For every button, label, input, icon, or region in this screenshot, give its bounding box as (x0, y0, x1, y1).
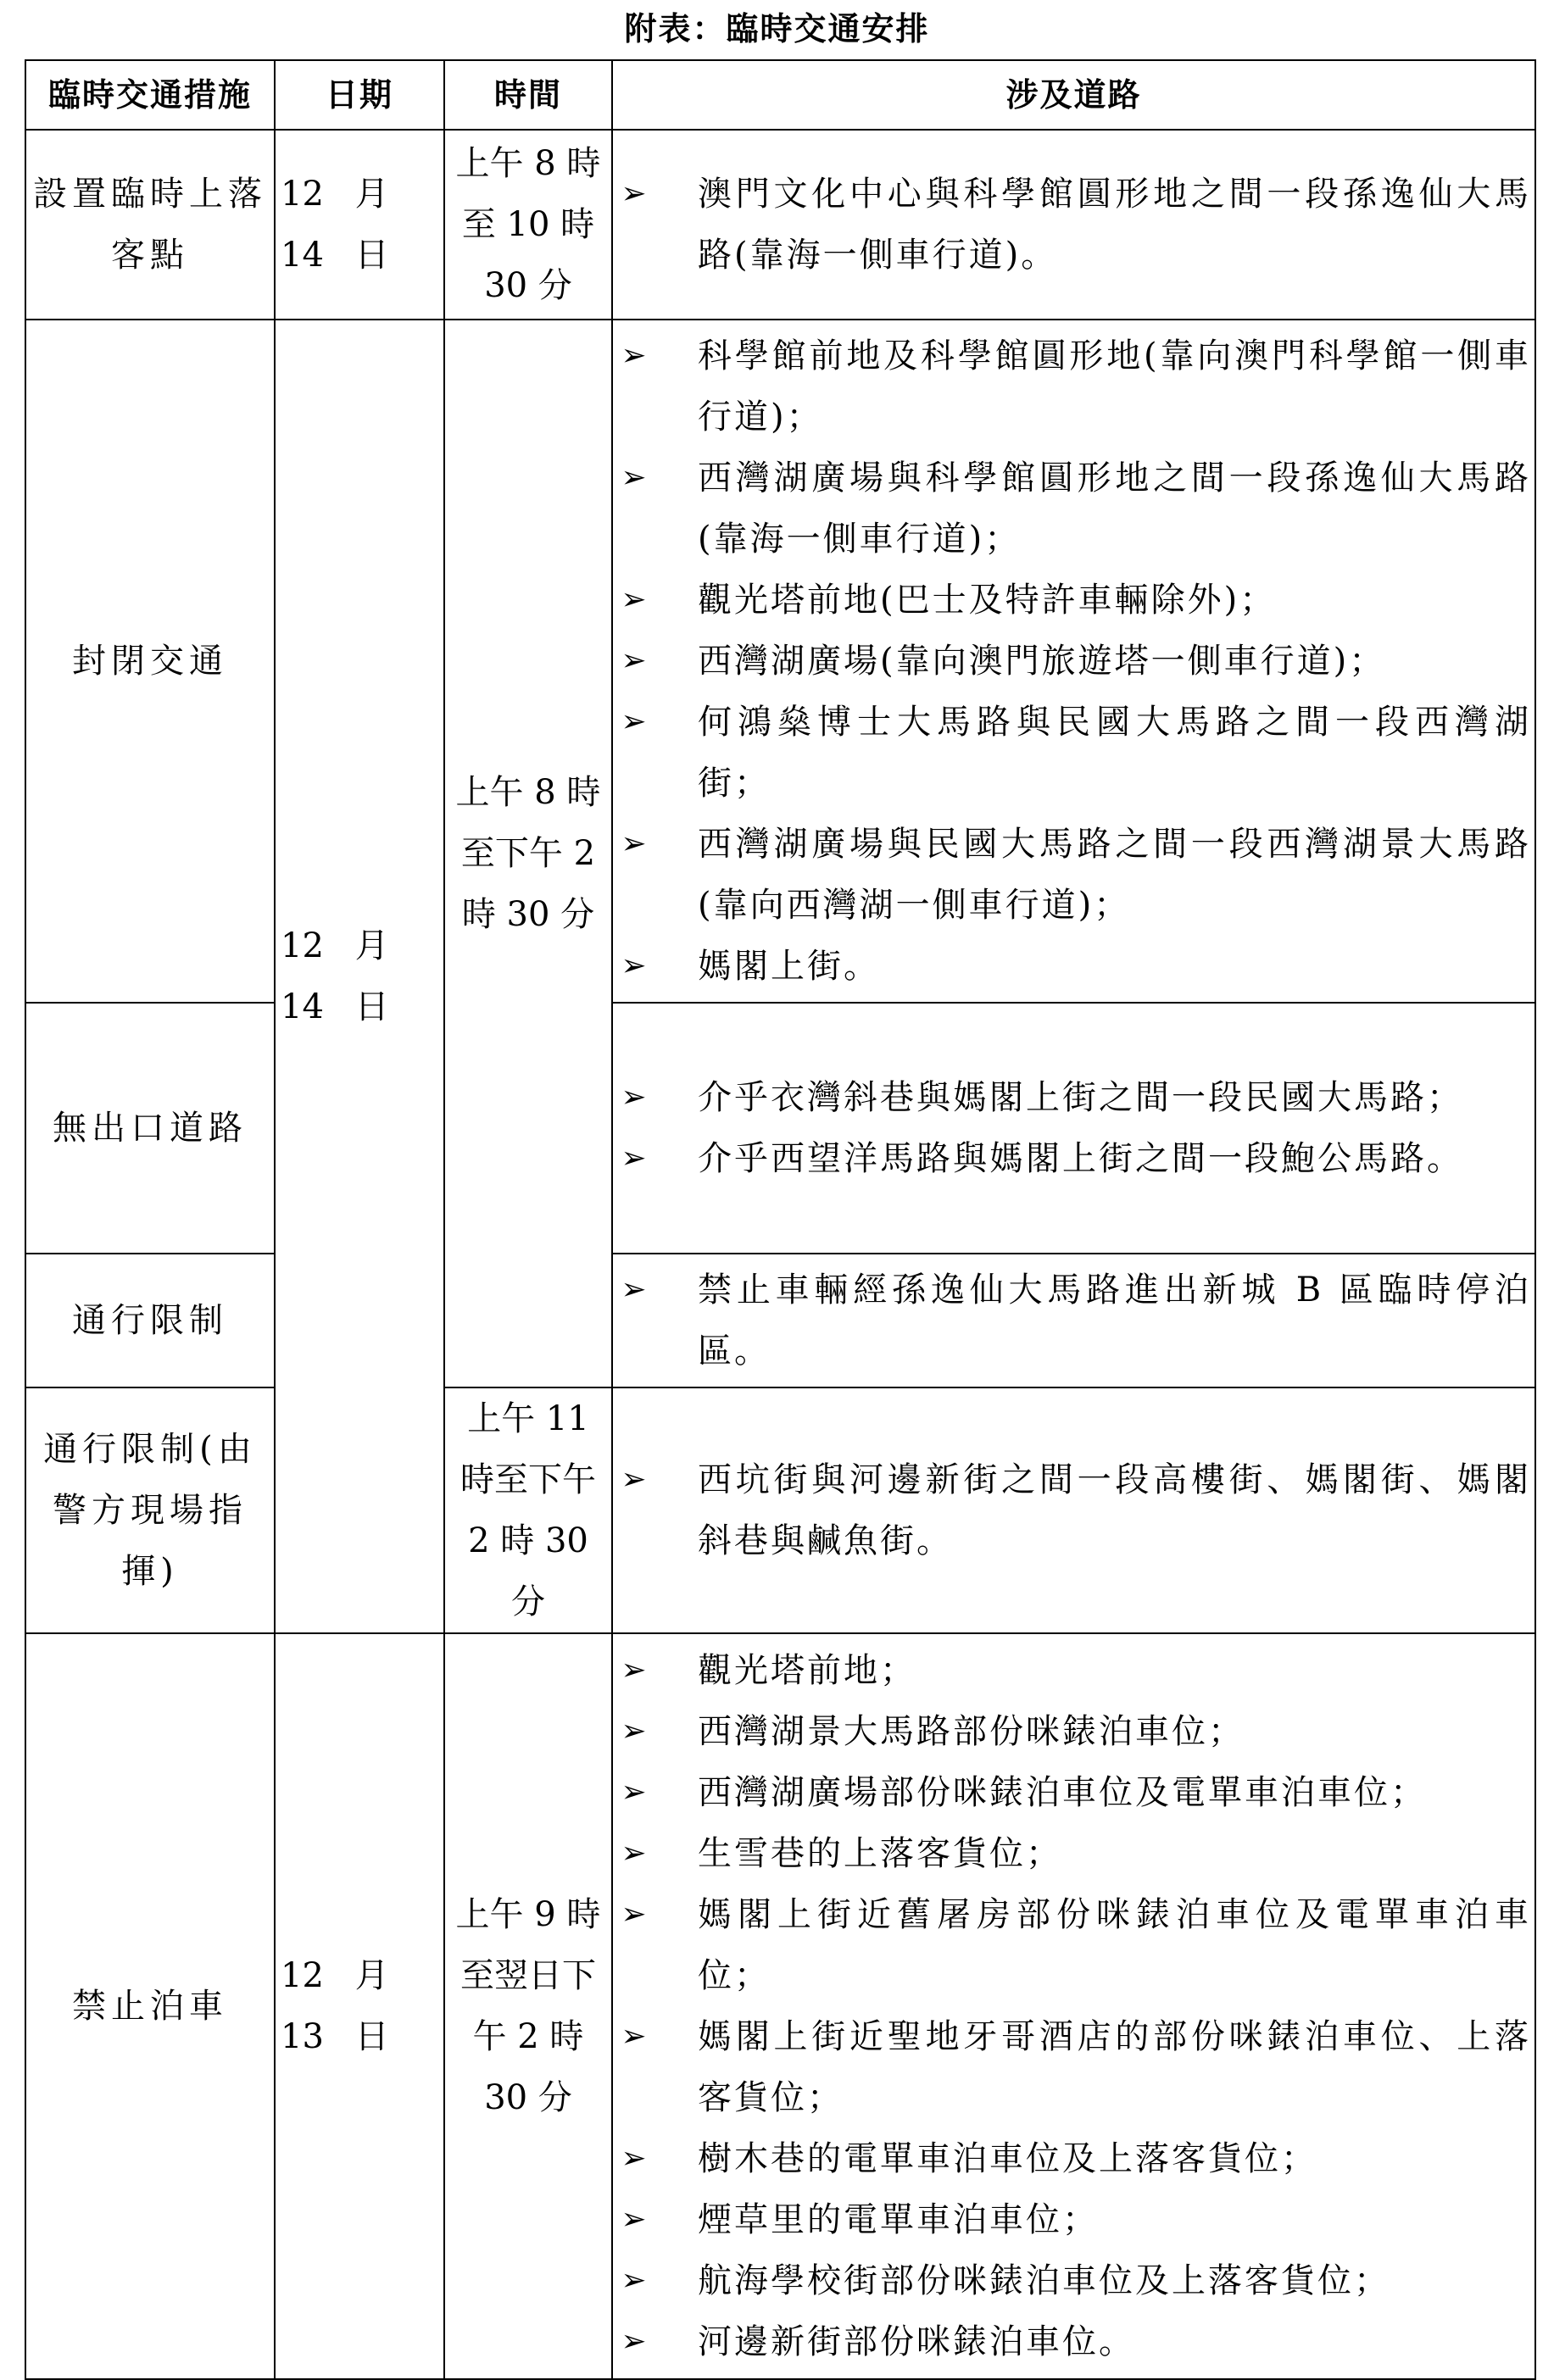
road-text: 西灣湖廣場與科學館圓形地之間一段孫逸仙大馬路(靠海一側車行道)； (698, 459, 1531, 559)
arrowhead-bullet-icon: ➢ (621, 1272, 649, 1307)
header-measure: 臨時交通措施 (25, 60, 275, 130)
header-roads: 涉及道路 (612, 60, 1535, 130)
road-text: 媽閣上街近聖地牙哥酒店的部份咪錶泊車位、上落客貨位； (698, 2017, 1531, 2117)
arrowhead-bullet-icon: ➢ (621, 338, 649, 373)
table-row (25, 1633, 1535, 2379)
road-item (613, 2128, 1535, 2189)
measure-cell: 禁止泊車 (25, 1633, 275, 2379)
measure-cell: 封閉交通 (25, 320, 275, 1003)
road-text: 澳門文化中心與科學館圓形地之間一段孫逸仙大馬路(靠海一側車行道)。 (698, 175, 1531, 275)
arrowhead-bullet-icon: ➢ (621, 1775, 649, 1810)
road-text: 樹木巷的電單車泊車位及上落客貨位； (698, 2139, 1317, 2178)
time-cell: 上午 11 時至下午 2 時 30 分 (444, 1387, 612, 1633)
road-text: 媽閣上街。 (698, 947, 880, 986)
arrowhead-bullet-icon: ➢ (621, 582, 649, 617)
road-text: 煙草里的電單車泊車位； (698, 2200, 1099, 2239)
arrowhead-bullet-icon: ➢ (621, 1080, 649, 1115)
road-text: 科學館前地及科學館圓形地(靠向澳門科學館一側車行道)； (698, 336, 1531, 437)
arrowhead-bullet-icon: ➢ (621, 2324, 649, 2359)
table-row (25, 1003, 1535, 1254)
arrowhead-bullet-icon: ➢ (621, 704, 649, 739)
road-item (613, 1884, 1535, 2006)
arrowhead-bullet-icon: ➢ (621, 176, 649, 211)
road-text: 西灣湖廣場部份咪錶泊車位及電單車泊車位； (698, 1773, 1427, 1812)
traffic-arrangement-table (25, 59, 1536, 2380)
arrowhead-bullet-icon: ➢ (621, 643, 649, 678)
road-text: 介乎衣灣斜巷與媽閣上街之間一段民國大馬路； (698, 1078, 1463, 1117)
arrowhead-bullet-icon: ➢ (621, 2263, 649, 2298)
arrowhead-bullet-icon: ➢ (621, 1141, 649, 1176)
measure-cell: 無出口道路 (25, 1003, 275, 1254)
arrowhead-bullet-icon: ➢ (621, 826, 649, 861)
time-cell: 上午 9 時至翌日下午 2 時 30 分 (444, 1633, 612, 2379)
arrowhead-bullet-icon: ➢ (621, 1897, 649, 1932)
page-title: 附表：臨時交通安排 (624, 10, 930, 47)
road-text: 河邊新街部份咪錶泊車位。 (698, 2322, 1135, 2361)
arrowhead-bullet-icon: ➢ (621, 1653, 649, 1688)
arrowhead-bullet-icon: ➢ (621, 2202, 649, 2237)
road-item (613, 1128, 1535, 1189)
time-cell: 上午 8 時至 10 時 30 分 (444, 130, 612, 320)
road-list (613, 1449, 1535, 1571)
road-text: 航海學校街部份咪錶泊車位及上落客貨位； (698, 2261, 1390, 2300)
header-time: 時間 (444, 60, 612, 130)
road-text: 西坑街與河邊新街之間一段高樓街、媽閣街、媽閣斜巷與鹹魚街。 (698, 1460, 1531, 1560)
arrowhead-bullet-icon: ➢ (621, 1462, 649, 1497)
road-text: 媽閣上街近舊屠房部份咪錶泊車位及電單車泊車位； (698, 1895, 1531, 1995)
road-item (613, 2311, 1535, 2372)
road-item (613, 2250, 1535, 2311)
road-text: 何鴻燊博士大馬路與民國大馬路之間一段西灣湖街； (698, 703, 1531, 803)
road-item (613, 1640, 1535, 1701)
measure-cell: 通行限制 (25, 1254, 275, 1387)
road-text: 介乎西望洋馬路與媽閣上街之間一段鮑公馬路。 (698, 1139, 1463, 1178)
roads-cell (612, 1633, 1535, 2379)
road-item (613, 1823, 1535, 1884)
road-item (613, 1260, 1535, 1382)
measure-cell: 設置臨時上落客點 (25, 130, 275, 320)
road-list (613, 1067, 1535, 1189)
header-date: 日期 (275, 60, 444, 130)
arrowhead-bullet-icon: ➢ (621, 1836, 649, 1871)
arrowhead-bullet-icon: ➢ (621, 460, 649, 495)
table-row (25, 130, 1535, 320)
road-text: 西灣湖景大馬路部份咪錶泊車位； (698, 1712, 1245, 1751)
road-list (613, 1260, 1535, 1382)
table-row (25, 1387, 1535, 1633)
arrowhead-bullet-icon: ➢ (621, 1714, 649, 1749)
road-list (613, 164, 1535, 286)
road-item (613, 448, 1535, 570)
date-cell: 12 月 14 日 (275, 320, 444, 1633)
road-text: 觀光塔前地(巴士及特許車輛除外)； (698, 581, 1277, 620)
table-row (25, 320, 1535, 1003)
road-item (613, 936, 1535, 997)
time-cell: 上午 8 時至下午 2 時 30 分 (444, 320, 612, 1387)
road-text: 西灣湖廣場與民國大馬路之間一段西灣湖景大馬路(靠向西灣湖一側車行道)； (698, 825, 1531, 925)
date-cell: 12 月 14 日 (275, 130, 444, 320)
roads-cell (612, 130, 1535, 320)
arrowhead-bullet-icon: ➢ (621, 948, 649, 983)
road-text: 觀光塔前地； (698, 1651, 916, 1690)
road-item (613, 692, 1535, 814)
arrowhead-bullet-icon: ➢ (621, 2141, 649, 2176)
road-item (613, 164, 1535, 286)
roads-cell (612, 320, 1535, 1003)
road-item (613, 814, 1535, 936)
road-list (613, 325, 1535, 997)
road-item (613, 2189, 1535, 2250)
road-list (613, 1640, 1535, 2372)
table-header-row (25, 60, 1535, 130)
road-item (613, 1762, 1535, 1823)
road-item (613, 631, 1535, 692)
measure-cell: 通行限制(由警方現場指揮) (25, 1387, 275, 1633)
arrowhead-bullet-icon: ➢ (621, 2019, 649, 2054)
roads-cell (612, 1003, 1535, 1254)
road-text: 生雪巷的上落客貨位； (698, 1834, 1062, 1873)
road-item (613, 2006, 1535, 2128)
roads-cell (612, 1254, 1535, 1387)
road-item (613, 1701, 1535, 1762)
road-text: 禁止車輛經孫逸仙大馬路進出新城 B 區臨時停泊區。 (698, 1271, 1531, 1371)
road-item (613, 1449, 1535, 1571)
date-cell: 12 月 13 日 (275, 1633, 444, 2379)
road-item (613, 1067, 1535, 1128)
table-row (25, 1254, 1535, 1387)
road-text: 西灣湖廣場(靠向澳門旅遊塔一側車行道)； (698, 642, 1386, 681)
road-item (613, 570, 1535, 631)
road-item (613, 325, 1535, 448)
roads-cell (612, 1387, 1535, 1633)
